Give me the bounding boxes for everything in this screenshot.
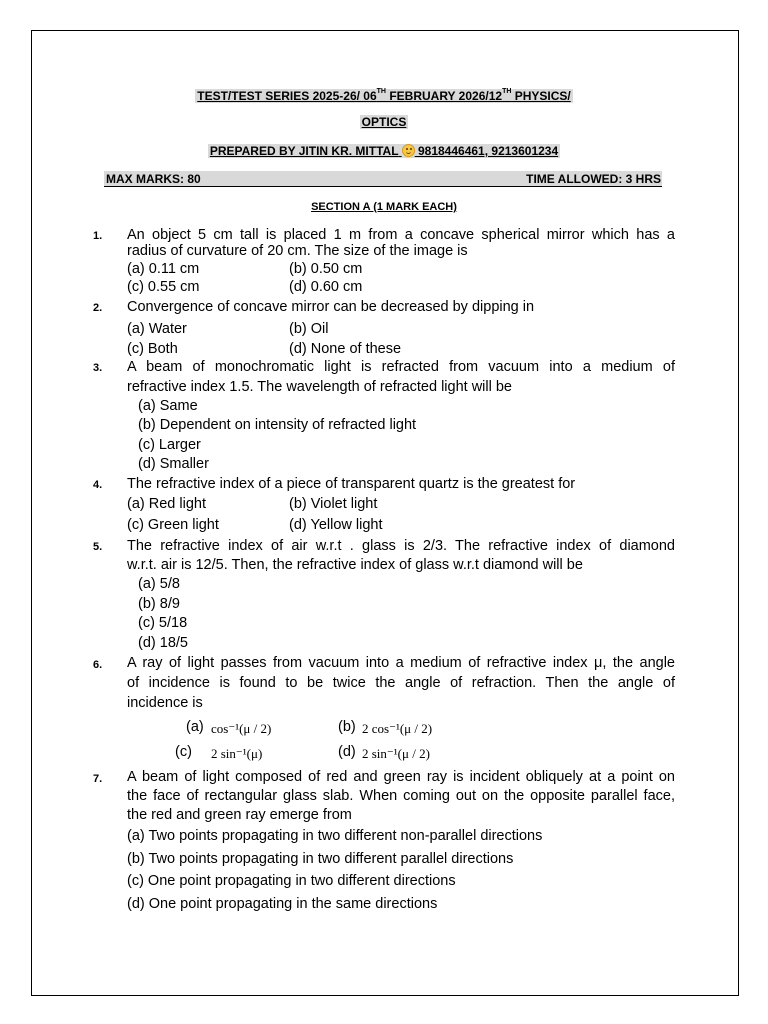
question-number: 3. <box>93 362 103 374</box>
option-d: (d) One point propagating in the same directions <box>127 896 438 912</box>
marks-time-bar <box>104 171 662 187</box>
time-allowed: TIME ALLOWED: 3 HRS <box>526 172 661 186</box>
question-number: 7. <box>93 773 103 785</box>
question-number: 4. <box>93 479 103 491</box>
option-d: (d) Smaller <box>138 456 209 472</box>
question-text: A beam of monochromatic light is refracted from vacuum into a medium of <box>127 359 675 375</box>
question-text: The refractive index of a piece of transparent quartz is the greatest for <box>127 476 576 492</box>
option-b: (b) Violet light <box>289 496 378 512</box>
option-a: (a) Water <box>127 321 187 337</box>
option-c: (c) Larger <box>138 437 201 453</box>
option-c: (c) Both <box>127 341 178 357</box>
option-c: (c) One point propagating in two different directions <box>127 873 456 889</box>
option-b: (b) 8/9 <box>138 596 180 612</box>
subject-title: OPTICS <box>361 115 407 129</box>
section-heading: SECTION A (1 MARK EACH) <box>311 201 457 213</box>
option-d-label: (d) <box>338 744 356 760</box>
option-a: (a) Red light <box>127 496 206 512</box>
option-c: (c) 0.55 cm <box>127 279 200 295</box>
option-a: (a) Same <box>138 398 198 414</box>
max-marks: MAX MARKS: 80 <box>106 172 201 186</box>
option-c: (c) Green light <box>127 517 219 533</box>
option-c-expression: 2 sin⁻¹(μ) <box>211 746 263 761</box>
option-d-expression: 2 sin⁻¹(μ / 2) <box>362 746 430 761</box>
option-b-label: (b) <box>338 719 356 735</box>
option-d: (d) 18/5 <box>138 635 188 651</box>
question-text: refractive index 1.5. The wavelength of refracted light will be <box>127 379 512 395</box>
question-text: radius of curvature of 20 cm. The size of the image is <box>127 243 468 259</box>
option-a: (a) 5/8 <box>138 576 180 592</box>
question-text: Convergence of concave mirror can be decreased by dipping in <box>127 299 535 315</box>
option-d: (d) Yellow light <box>289 517 383 533</box>
smiling-face-icon <box>402 144 415 157</box>
question-text: The refractive index of air w.r.t . glass is 2/3. The refractive index of diamond <box>127 538 675 554</box>
question-text: of incidence is found to be twice the angle of refraction. Then the angle of <box>127 675 675 691</box>
question-number: 6. <box>93 659 103 671</box>
prepared-by: PREPARED BY JITIN KR. MITTAL 9818446461, 9213601234 <box>209 144 559 158</box>
option-a: (a) Two points propagating in two different non-parallel directions <box>127 828 543 844</box>
question-text: A ray of light passes from vacuum into a medium of refractive index μ, the angle <box>127 655 675 671</box>
question-text: An object 5 cm tall is placed 1 m from a concave spherical mirror which has a <box>127 227 675 243</box>
option-a-expression: cos⁻¹(μ / 2) <box>211 721 272 736</box>
option-c: (c) 5/18 <box>138 615 188 631</box>
question-text: incidence is <box>127 695 203 711</box>
question-text: the face of rectangular glass slab. When coming out on the opposite parallel face, <box>127 788 675 804</box>
option-b: (b) 0.50 cm <box>289 261 363 277</box>
question-number: 1. <box>93 230 103 242</box>
option-d: (d) None of these <box>289 341 402 357</box>
test-series-title: TEST/TEST SERIES 2025-26/ 06TH FEBRUARY 2026/12TH PHYSICS/ <box>197 88 571 103</box>
option-b: (b) Dependent on intensity of refracted light <box>138 417 417 433</box>
question-text: A beam of light composed of red and green ray is incident obliquely at a point on <box>127 769 675 785</box>
option-a: (a) 0.11 cm <box>127 261 200 277</box>
option-b: (b) Oil <box>289 321 329 337</box>
question-text: w.r.t. air is 12/5. Then, the refractive index of glass w.r.t diamond will be <box>127 557 583 573</box>
option-c-label: (c) <box>175 744 192 760</box>
option-b: (b) Two points propagating in two different parallel directions <box>127 851 514 867</box>
option-a-label: (a) <box>186 719 204 735</box>
question-number: 5. <box>93 541 103 553</box>
question-number: 2. <box>93 302 103 314</box>
option-b-expression: 2 cos⁻¹(μ / 2) <box>362 721 433 736</box>
option-d: (d) 0.60 cm <box>289 279 363 295</box>
question-text: the red and green ray emerge from <box>127 807 352 823</box>
